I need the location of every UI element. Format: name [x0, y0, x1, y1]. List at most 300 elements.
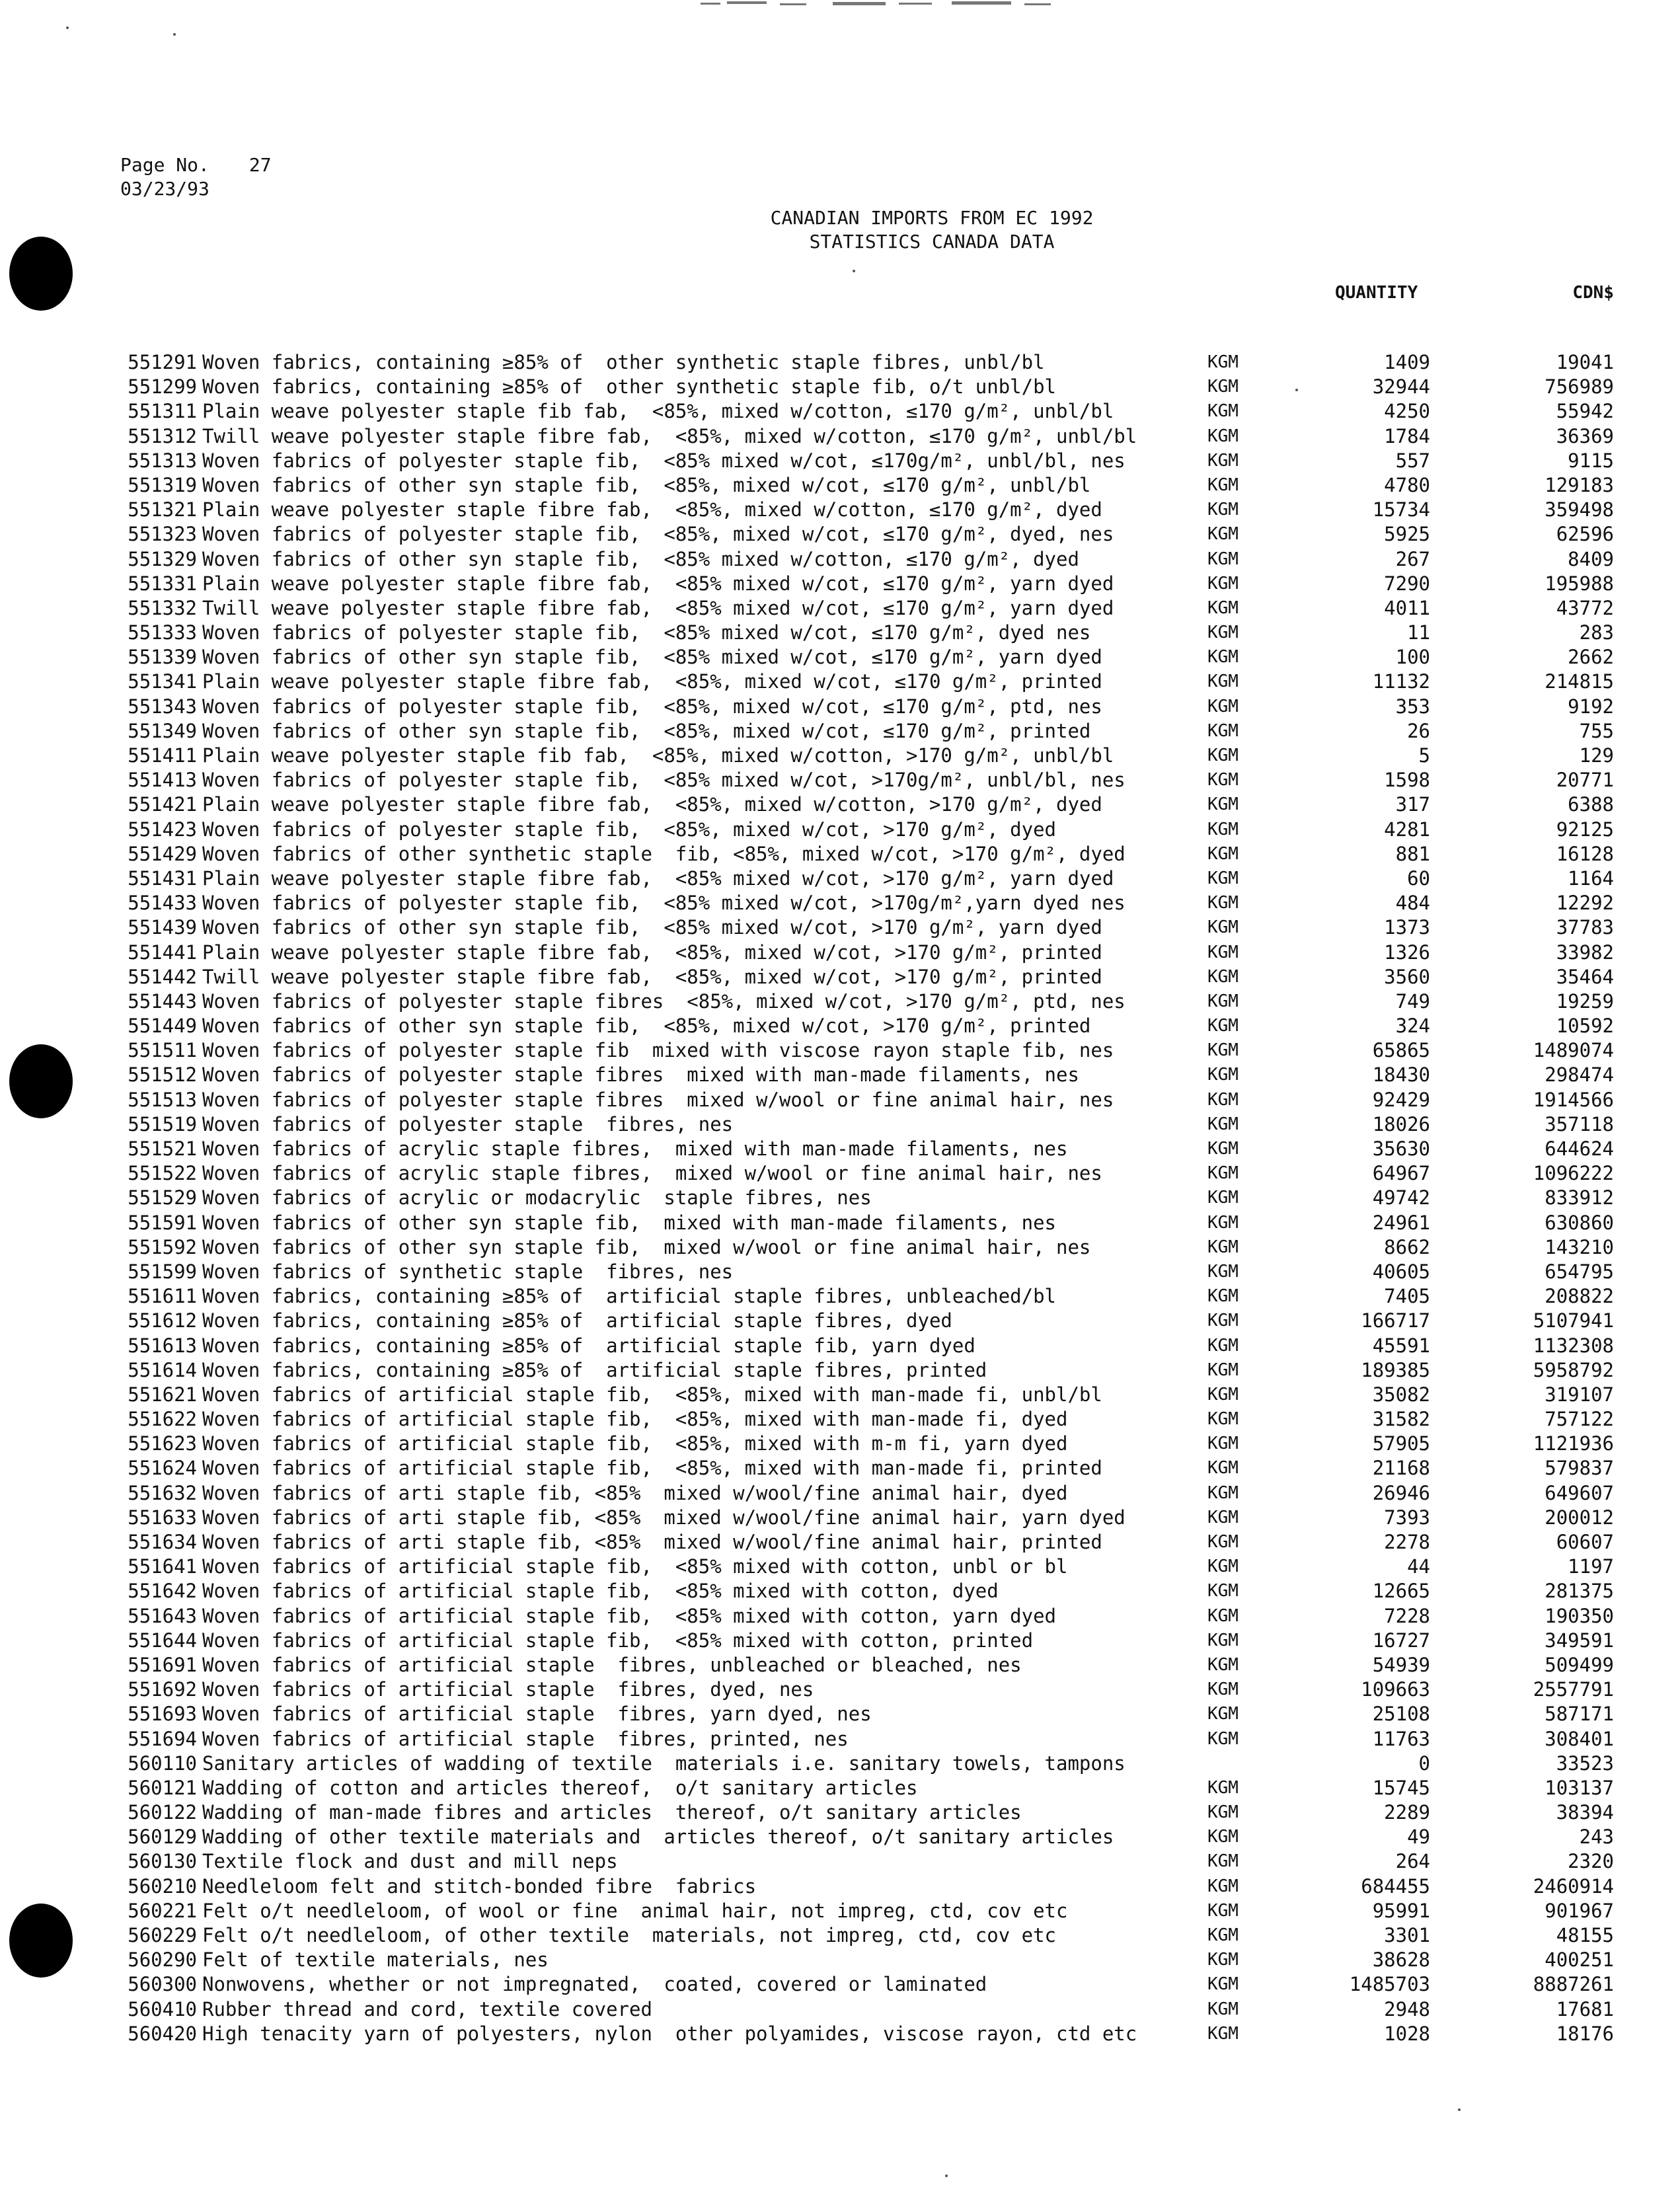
value-cdn: 1096222	[1533, 1162, 1614, 1185]
description: Needleloom felt and stitch-bonded fibre fabrics	[202, 1874, 757, 1898]
unit: KGM	[1207, 1335, 1239, 1356]
hs-code: 551624	[128, 1457, 197, 1480]
table-row	[0, 719, 1680, 744]
description: Woven fabrics of acrylic or modacrylic staple fibres, nes	[202, 1186, 872, 1210]
unit: KGM	[1207, 720, 1239, 741]
table-row	[0, 1506, 1680, 1530]
description: Sanitary articles of wadding of textile materials i.e. sanitary towels, tampons	[202, 1752, 1126, 1775]
unit: KGM	[1207, 1925, 1239, 1945]
quantity: 4281	[1384, 818, 1430, 841]
quantity: 684455	[1361, 1874, 1430, 1898]
unit: KGM	[1207, 1065, 1239, 1085]
description: Woven fabrics of artificial staple fibres, dyed, nes	[202, 1678, 814, 1701]
quantity: 2948	[1384, 1997, 1430, 2021]
hs-code: 551522	[128, 1162, 197, 1185]
quantity: 35082	[1372, 1383, 1430, 1406]
table-row	[0, 621, 1680, 645]
description: Plain weave polyester staple fibre fab, <85% mixed w/cot, ≤170 g/m², yarn dyed	[202, 572, 1114, 595]
hs-code: 551299	[128, 375, 197, 399]
unit: KGM	[1207, 352, 1239, 372]
scan-speck	[173, 33, 176, 36]
quantity: 15734	[1372, 498, 1430, 521]
hs-code: 551441	[128, 941, 197, 964]
value-cdn: 8409	[1568, 547, 1614, 570]
unit: KGM	[1207, 917, 1239, 938]
value-cdn: 38394	[1556, 1801, 1614, 1824]
page-number: 27	[248, 154, 272, 176]
quantity: 1373	[1384, 916, 1430, 939]
value-cdn: 308401	[1545, 1727, 1614, 1750]
unit: KGM	[1207, 1114, 1239, 1134]
hs-code: 551513	[128, 1088, 197, 1111]
value-cdn: 2320	[1568, 1850, 1614, 1873]
quantity: 95991	[1372, 1899, 1430, 1922]
quantity: 35630	[1372, 1137, 1430, 1160]
table-row	[0, 1629, 1680, 1653]
quantity: 18026	[1372, 1112, 1430, 1136]
hs-code: 551413	[128, 769, 197, 792]
table-row	[0, 2022, 1680, 2046]
quantity: 5	[1418, 744, 1430, 767]
description: Woven fabrics of polyester staple fib, <85% mixed w/cot, ≤170g/m², unbl/bl, nes	[202, 449, 1126, 472]
hs-code: 551621	[128, 1383, 197, 1406]
table-row	[0, 1727, 1680, 1752]
hs-code: 551312	[128, 424, 197, 447]
quantity: 8662	[1384, 1235, 1430, 1258]
table-row	[0, 1186, 1680, 1210]
unit: KGM	[1207, 1384, 1239, 1405]
hs-code: 551691	[128, 1653, 197, 1676]
description: Twill weave polyester staple fibre fab, <85%, mixed w/cot, >170 g/m², printed	[202, 965, 1102, 988]
table-row	[0, 1456, 1680, 1481]
quantity: 25108	[1372, 1703, 1430, 1726]
quantity: 15745	[1372, 1776, 1430, 1799]
table-row	[0, 1899, 1680, 1923]
value-cdn: 2662	[1568, 646, 1614, 669]
hs-code: 551341	[128, 670, 197, 693]
table-row	[0, 1849, 1680, 1874]
description: Woven fabrics of other syn staple fib, <85%, mixed w/cot, >170 g/m², printed	[202, 1015, 1091, 1038]
quantity: 18430	[1372, 1063, 1430, 1087]
table-row	[0, 695, 1680, 719]
quantity: 1028	[1384, 2022, 1430, 2045]
description: Plain weave polyester staple fibre fab, <85%, mixed w/cot, ≤170 g/m², printed	[202, 670, 1102, 693]
unit: KGM	[1207, 1483, 1239, 1503]
quantity: 40605	[1372, 1260, 1430, 1283]
value-cdn: 281375	[1545, 1580, 1614, 1603]
unit: KGM	[1207, 966, 1239, 987]
unit: KGM	[1207, 647, 1239, 668]
table-row	[0, 375, 1680, 399]
value-cdn: 43772	[1556, 596, 1614, 619]
value-cdn: 9115	[1568, 449, 1614, 472]
table-row	[0, 1923, 1680, 1948]
description: Woven fabrics of artificial staple fib, <85% mixed with cotton, yarn dyed	[202, 1604, 1057, 1627]
value-cdn: 1121936	[1533, 1432, 1614, 1455]
hs-code: 551694	[128, 1727, 197, 1750]
unit: KGM	[1207, 819, 1239, 839]
description: Woven fabrics of artificial staple fib, <85% mixed with cotton, dyed	[202, 1580, 999, 1603]
quantity: 3301	[1384, 1924, 1430, 1946]
description: Woven fabrics of other syn staple fib, <85% mixed w/cot, >170 g/m², yarn dyed	[202, 916, 1102, 939]
value-cdn: 1197	[1568, 1555, 1614, 1578]
table-row	[0, 915, 1680, 940]
quantity: 749	[1395, 989, 1430, 1013]
description: Plain weave polyester staple fibre fab, <85%, mixed w/cot, >170 g/m², printed	[202, 941, 1102, 964]
value-cdn: 901967	[1545, 1899, 1614, 1922]
value-cdn: 18176	[1556, 2022, 1614, 2045]
description: Plain weave polyester staple fib fab, <85%, mixed w/cotton, >170 g/m², unbl/bl	[202, 744, 1114, 767]
value-cdn: 195988	[1545, 572, 1614, 595]
report-title-block	[687, 206, 1176, 254]
table-row	[0, 1038, 1680, 1063]
value-cdn: 8887261	[1533, 1973, 1614, 1996]
table-row	[0, 891, 1680, 915]
description: Woven fabrics, containing ≥85% of artificial staple fibres, unbleached/bl	[202, 1285, 1057, 1308]
unit: KGM	[1207, 1261, 1239, 1282]
hs-code: 551634	[128, 1531, 197, 1553]
hs-code: 551591	[128, 1211, 197, 1234]
table-row	[0, 1677, 1680, 1702]
quantity: 1409	[1384, 351, 1430, 373]
table-row	[0, 1407, 1680, 1432]
scan-artifact	[701, 0, 1057, 12]
value-cdn: 48155	[1556, 1924, 1614, 1946]
value-cdn: 755	[1579, 719, 1614, 742]
quantity: 57905	[1372, 1432, 1430, 1455]
hs-code: 551623	[128, 1432, 197, 1455]
description: Textile flock and dust and mill neps	[202, 1850, 618, 1873]
value-cdn: 60607	[1556, 1531, 1614, 1553]
hs-code: 551611	[128, 1285, 197, 1308]
table-row	[0, 1088, 1680, 1112]
value-cdn: 12292	[1556, 892, 1614, 915]
quantity: 45591	[1372, 1334, 1430, 1357]
quantity: 92429	[1372, 1088, 1430, 1111]
quantity: 0	[1418, 1752, 1430, 1775]
unit: KGM	[1207, 597, 1239, 618]
table-row	[0, 1334, 1680, 1358]
value-cdn: 143210	[1545, 1235, 1614, 1258]
value-cdn: 400251	[1545, 1948, 1614, 1972]
hs-code: 551319	[128, 473, 197, 496]
hs-code: 551329	[128, 547, 197, 570]
table-row	[0, 449, 1680, 473]
table-row	[0, 744, 1680, 768]
table-row	[0, 1063, 1680, 1087]
description: Woven fabrics, containing ≥85% of artificial staple fib, yarn dyed	[202, 1334, 975, 1357]
table-row	[0, 572, 1680, 596]
quantity: 21168	[1372, 1457, 1430, 1480]
description: Woven fabrics of artificial staple fib, <85% mixed with cotton, printed	[202, 1629, 1034, 1652]
unit: KGM	[1207, 942, 1239, 962]
value-cdn: 62596	[1556, 523, 1614, 546]
unit: KGM	[1207, 1188, 1239, 1208]
table-row	[0, 1972, 1680, 1997]
hs-code: 551622	[128, 1408, 197, 1431]
table-row	[0, 1530, 1680, 1555]
description: Woven fabrics of polyester staple fib, <85% mixed w/cot, ≤170 g/m², dyed nes	[202, 621, 1091, 644]
description: Woven fabrics of other syn staple fib, <85% mixed w/cot, ≤170 g/m², yarn dyed	[202, 646, 1102, 669]
unit: KGM	[1207, 1557, 1239, 1577]
quantity: 7393	[1384, 1506, 1430, 1529]
hs-code: 560290	[128, 1948, 197, 1972]
value-cdn: 190350	[1545, 1604, 1614, 1627]
quantity: 11132	[1372, 670, 1430, 693]
hs-code: 560121	[128, 1776, 197, 1799]
value-cdn: 36369	[1556, 424, 1614, 447]
table-row	[0, 1800, 1680, 1825]
description: Woven fabrics of other syn staple fib, mixed w/wool or fine animal hair, nes	[202, 1235, 1091, 1258]
description: Woven fabrics of artificial staple fibres, printed, nes	[202, 1727, 849, 1750]
unit: KGM	[1207, 1851, 1239, 1872]
table-row	[0, 842, 1680, 866]
hs-code: 551613	[128, 1334, 197, 1357]
table-row	[0, 1137, 1680, 1161]
unit: KGM	[1207, 1999, 1239, 2019]
hs-code: 560221	[128, 1899, 197, 1922]
table-row	[0, 866, 1680, 891]
description: Woven fabrics of artificial staple fib, <85%, mixed with man-made fi, dyed	[202, 1408, 1068, 1431]
quantity: 38628	[1372, 1948, 1430, 1972]
hs-code: 551431	[128, 866, 197, 890]
hs-code: 551411	[128, 744, 197, 767]
value-cdn: 2557791	[1533, 1678, 1614, 1701]
unit: KGM	[1207, 1458, 1239, 1479]
table-row	[0, 1948, 1680, 1972]
value-cdn: 200012	[1545, 1506, 1614, 1529]
hs-code: 551443	[128, 989, 197, 1013]
description: Woven fabrics, containing ≥85% of other synthetic staple fibres, unbl/bl	[202, 351, 1045, 373]
description: Nonwovens, whether or not impregnated, coated, covered or laminated	[202, 1973, 987, 1996]
hs-code: 551644	[128, 1629, 197, 1652]
unit: KGM	[1207, 1950, 1239, 1970]
value-cdn: 579837	[1545, 1457, 1614, 1480]
unit: KGM	[1207, 868, 1239, 888]
hs-code: 551331	[128, 572, 197, 595]
description: Woven fabrics of arti staple fib, <85% mixed w/wool/fine animal hair, yarn dyed	[202, 1506, 1126, 1529]
quantity: 11	[1407, 621, 1430, 644]
value-cdn: 33982	[1556, 941, 1614, 964]
value-cdn: 129	[1579, 744, 1614, 767]
report-title: CANADIAN IMPORTS FROM EC 1992	[770, 207, 1094, 229]
unit: KGM	[1207, 1016, 1239, 1036]
hs-code: 551599	[128, 1260, 197, 1283]
table-row	[0, 1825, 1680, 1849]
description: Woven fabrics of polyester staple fib mixed with viscose rayon staple fib, nes	[202, 1039, 1114, 1062]
value-cdn: 129183	[1545, 473, 1614, 496]
hs-code: 551343	[128, 695, 197, 718]
hs-code: 560410	[128, 1997, 197, 2021]
hs-code: 551692	[128, 1678, 197, 1701]
punch-hole-top	[9, 237, 73, 311]
unit: KGM	[1207, 1409, 1239, 1430]
description: Woven fabrics of polyester staple fibres, nes	[202, 1112, 734, 1136]
table-row	[0, 1309, 1680, 1333]
table-row	[0, 596, 1680, 621]
value-cdn: 214815	[1545, 670, 1614, 693]
unit: KGM	[1207, 524, 1239, 545]
hs-code: 551633	[128, 1506, 197, 1529]
quantity: 7405	[1384, 1285, 1430, 1308]
value-cdn: 283	[1579, 621, 1614, 644]
description: Woven fabrics, containing ≥85% of artificial staple fibres, dyed	[202, 1309, 952, 1332]
quantity: 24961	[1372, 1211, 1430, 1234]
description: Woven fabrics of artificial staple fibres, yarn dyed, nes	[202, 1703, 872, 1726]
description: Woven fabrics of other syn staple fib, <85% mixed w/cotton, ≤170 g/m², dyed	[202, 547, 1079, 570]
unit: KGM	[1207, 1802, 1239, 1823]
unit: KGM	[1207, 426, 1239, 446]
unit: KGM	[1207, 696, 1239, 716]
description: Woven fabrics of synthetic staple fibres, nes	[202, 1260, 734, 1283]
hs-code: 551421	[128, 793, 197, 816]
quantity: 16727	[1372, 1629, 1430, 1652]
value-cdn: 509499	[1545, 1653, 1614, 1676]
unit: KGM	[1207, 450, 1239, 471]
quantity: 4780	[1384, 473, 1430, 496]
table-row	[0, 473, 1680, 498]
quantity: 324	[1395, 1015, 1430, 1038]
table-row	[0, 989, 1680, 1014]
quantity: 3560	[1384, 965, 1430, 988]
table-row	[0, 1555, 1680, 1579]
hs-code: 551511	[128, 1039, 197, 1062]
table-row	[0, 1358, 1680, 1383]
unit: KGM	[1207, 401, 1239, 422]
value-cdn: 35464	[1556, 965, 1614, 988]
value-cdn: 16128	[1556, 842, 1614, 865]
table-row	[0, 1874, 1680, 1899]
table-row	[0, 1260, 1680, 1284]
description: Woven fabrics of acrylic staple fibres, mixed with man-made filaments, nes	[202, 1137, 1068, 1160]
table-row	[0, 670, 1680, 694]
quantity: 1326	[1384, 941, 1430, 964]
value-cdn: 359498	[1545, 498, 1614, 521]
description: Plain weave polyester staple fibre fab, <85%, mixed w/cotton, ≤170 g/m², dyed	[202, 498, 1102, 521]
table-row	[0, 1604, 1680, 1629]
description: Woven fabrics of artificial staple fib, <85%, mixed with man-made fi, printed	[202, 1457, 1102, 1480]
quantity: 881	[1395, 842, 1430, 865]
description: Woven fabrics, containing ≥85% of other synthetic staple fib, o/t unbl/bl	[202, 375, 1057, 399]
value-cdn: 19041	[1556, 351, 1614, 373]
unit: KGM	[1207, 1679, 1239, 1700]
value-cdn: 208822	[1545, 1285, 1614, 1308]
value-cdn: 33523	[1556, 1752, 1614, 1775]
unit: KGM	[1207, 1139, 1239, 1159]
quantity: 44	[1407, 1555, 1430, 1578]
hs-code: 551433	[128, 892, 197, 915]
unit: KGM	[1207, 843, 1239, 864]
description: Woven fabrics of artificial staple fib, <85%, mixed with m-m fi, yarn dyed	[202, 1432, 1068, 1455]
description: Woven fabrics of other syn staple fib, mixed with man-made filaments, nes	[202, 1211, 1057, 1234]
quantity: 189385	[1361, 1358, 1430, 1381]
unit: KGM	[1207, 1212, 1239, 1233]
value-cdn: 644624	[1545, 1137, 1614, 1160]
description: Rubber thread and cord, textile covered	[202, 1997, 652, 2021]
unit: KGM	[1207, 475, 1239, 495]
unit: KGM	[1207, 1581, 1239, 1601]
table-row	[0, 1383, 1680, 1407]
hs-code: 560122	[128, 1801, 197, 1824]
value-cdn: 5107941	[1533, 1309, 1614, 1332]
value-cdn: 10592	[1556, 1015, 1614, 1038]
unit: KGM	[1207, 1286, 1239, 1307]
description: Woven fabrics of polyester staple fibres mixed with man-made filaments, nes	[202, 1063, 1079, 1087]
unit: KGM	[1207, 623, 1239, 643]
value-cdn: 587171	[1545, 1703, 1614, 1726]
quantity: 26946	[1372, 1481, 1430, 1504]
quantity: 109663	[1361, 1678, 1430, 1701]
hs-code: 551349	[128, 719, 197, 742]
unit: KGM	[1207, 770, 1239, 790]
hs-code: 551641	[128, 1555, 197, 1578]
table-row	[0, 498, 1680, 522]
description: Woven fabrics of polyester staple fibres <85%, mixed w/cot, >170 g/m², ptd, nes	[202, 989, 1126, 1013]
description: Woven fabrics of polyester staple fib, <85%, mixed w/cot, >170 g/m², dyed	[202, 818, 1057, 841]
table-row	[0, 1014, 1680, 1038]
table-row	[0, 1776, 1680, 1800]
unit: KGM	[1207, 1163, 1239, 1184]
hs-code: 551592	[128, 1235, 197, 1258]
hs-code: 551439	[128, 916, 197, 939]
description: Felt o/t needleloom, of other textile materials, not impreg, ctd, cov etc	[202, 1924, 1057, 1946]
hs-code: 551291	[128, 351, 197, 373]
unit: KGM	[1207, 1876, 1239, 1896]
table-row	[0, 1161, 1680, 1186]
description: Woven fabrics of other synthetic staple fib, <85%, mixed w/cot, >170 g/m², dyed	[202, 842, 1126, 865]
value-cdn: 1164	[1568, 866, 1614, 890]
description: Woven fabrics of arti staple fib, <85% mixed w/wool/fine animal hair, dyed	[202, 1481, 1068, 1504]
hs-code: 551423	[128, 818, 197, 841]
hs-code: 560229	[128, 1924, 197, 1946]
unit: KGM	[1207, 2023, 1239, 2044]
hs-code: 551529	[128, 1186, 197, 1210]
quantity: 2278	[1384, 1531, 1430, 1553]
hs-code: 551311	[128, 400, 197, 423]
unit: KGM	[1207, 1728, 1239, 1749]
value-cdn: 357118	[1545, 1112, 1614, 1136]
hs-code: 551449	[128, 1015, 197, 1038]
quantity: 49	[1407, 1826, 1430, 1849]
value-cdn: 6388	[1568, 793, 1614, 816]
hs-code: 551693	[128, 1703, 197, 1726]
value-cdn: 654795	[1545, 1260, 1614, 1283]
description: Woven fabrics of artificial staple fibres, unbleached or bleached, nes	[202, 1653, 1022, 1676]
table-row	[0, 1112, 1680, 1137]
hs-code: 551313	[128, 449, 197, 472]
hs-code: 560110	[128, 1752, 197, 1775]
quantity: 1598	[1384, 769, 1430, 792]
hs-code: 551632	[128, 1481, 197, 1504]
description: Twill weave polyester staple fibre fab, <85% mixed w/cot, ≤170 g/m², yarn dyed	[202, 596, 1114, 619]
quantity: 353	[1395, 695, 1430, 718]
unit: KGM	[1207, 672, 1239, 692]
unit: KGM	[1207, 549, 1239, 569]
unit: KGM	[1207, 1237, 1239, 1257]
quantity: 267	[1395, 547, 1430, 570]
column-header-cdn: CDN$	[1572, 283, 1614, 303]
unit: KGM	[1207, 377, 1239, 397]
unit: KGM	[1207, 893, 1239, 913]
import-table	[0, 350, 1680, 2046]
description: Woven fabrics, containing ≥85% of artificial staple fibres, printed	[202, 1358, 987, 1381]
description: Woven fabrics of polyester staple fib, <85% mixed w/cot, >170g/m², unbl/bl, nes	[202, 769, 1126, 792]
table-row	[0, 645, 1680, 670]
value-cdn: 9192	[1568, 695, 1614, 718]
value-cdn: 349591	[1545, 1629, 1614, 1652]
hs-code: 551643	[128, 1604, 197, 1627]
unit: KGM	[1207, 500, 1239, 520]
